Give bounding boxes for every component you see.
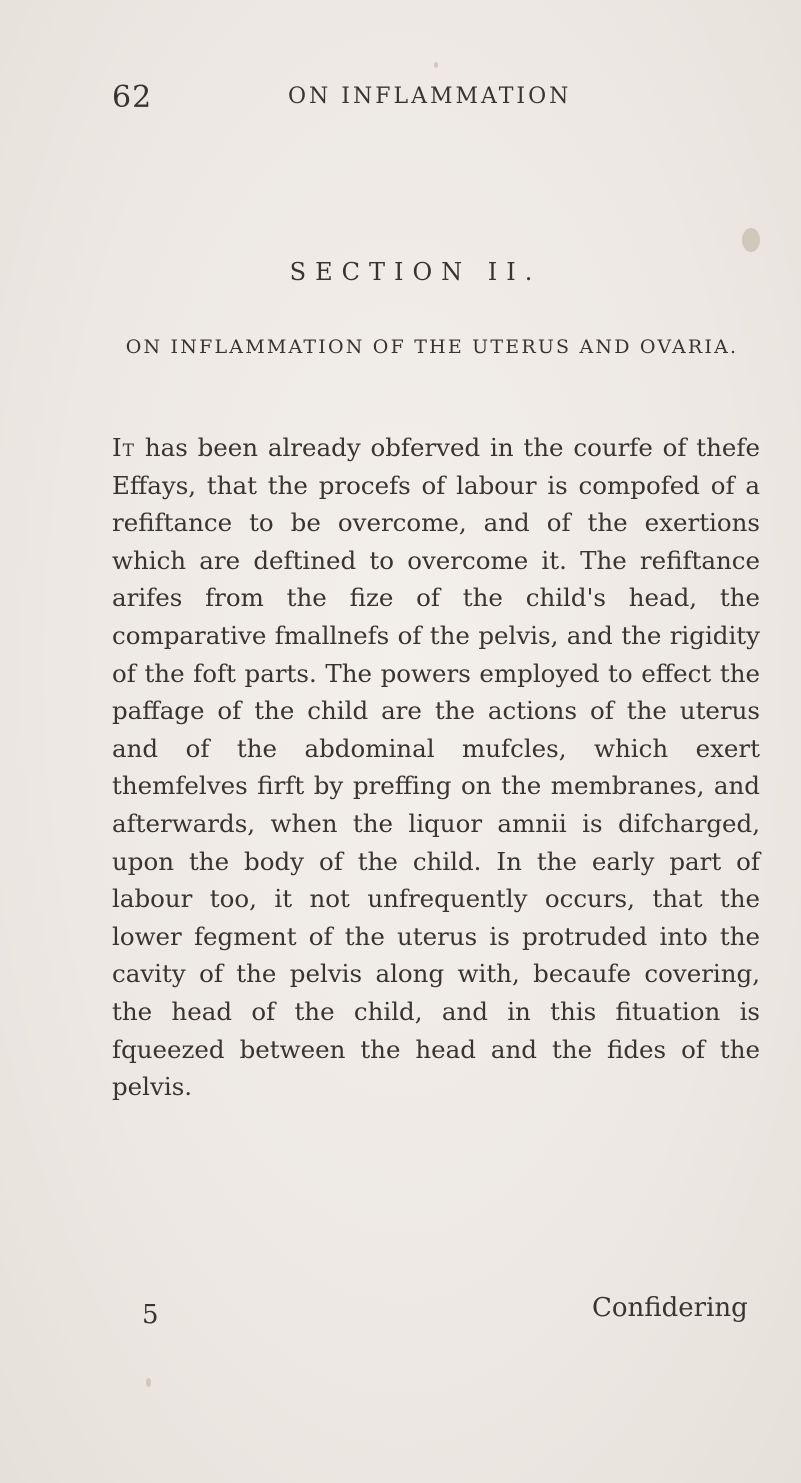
section-subtitle: ON INFLAMMATION OF THE UTERUS AND OVARIA.	[125, 336, 739, 358]
signature-mark: 5	[142, 1300, 159, 1330]
paper-stain	[742, 228, 760, 252]
paragraph-first-word: It	[112, 433, 136, 462]
catchword: Confidering	[592, 1293, 748, 1323]
running-head	[112, 80, 712, 120]
body-paragraph	[112, 429, 760, 1106]
page-number: 62	[112, 80, 153, 115]
paragraph-text: has been already obferved in the courfe of thefe Effays, that the procefs of labour is compofed of a refiftance to be overcome, and of the exertions which are deftined to overcome it. The refiftance arifes from the fize of the child's head, the comparative fmallnefs of the pelvis, and the rigidity of the foft parts. The powers employed to effect the paffage of the child are the actions of the uterus and of the abdominal mufcles, which exert themfelves firft by preffing on the membranes, and afterwards, when the liquor amnii is difcharged, upon the body of the child. In the early part of labour too, it not unfrequently occurs, that the lower fegment of the uterus is protruded into the cavity of the pelvis along with, becaufe covering, the head of the child, and in this fituation is fqueezed between the head and the fides of the pelvis.	[112, 433, 760, 1102]
paper-stain	[146, 1378, 151, 1387]
section-heading: SECTION II.	[289, 258, 542, 286]
running-title: ON INFLAMMATION	[288, 84, 572, 109]
paper-stain	[434, 62, 438, 68]
